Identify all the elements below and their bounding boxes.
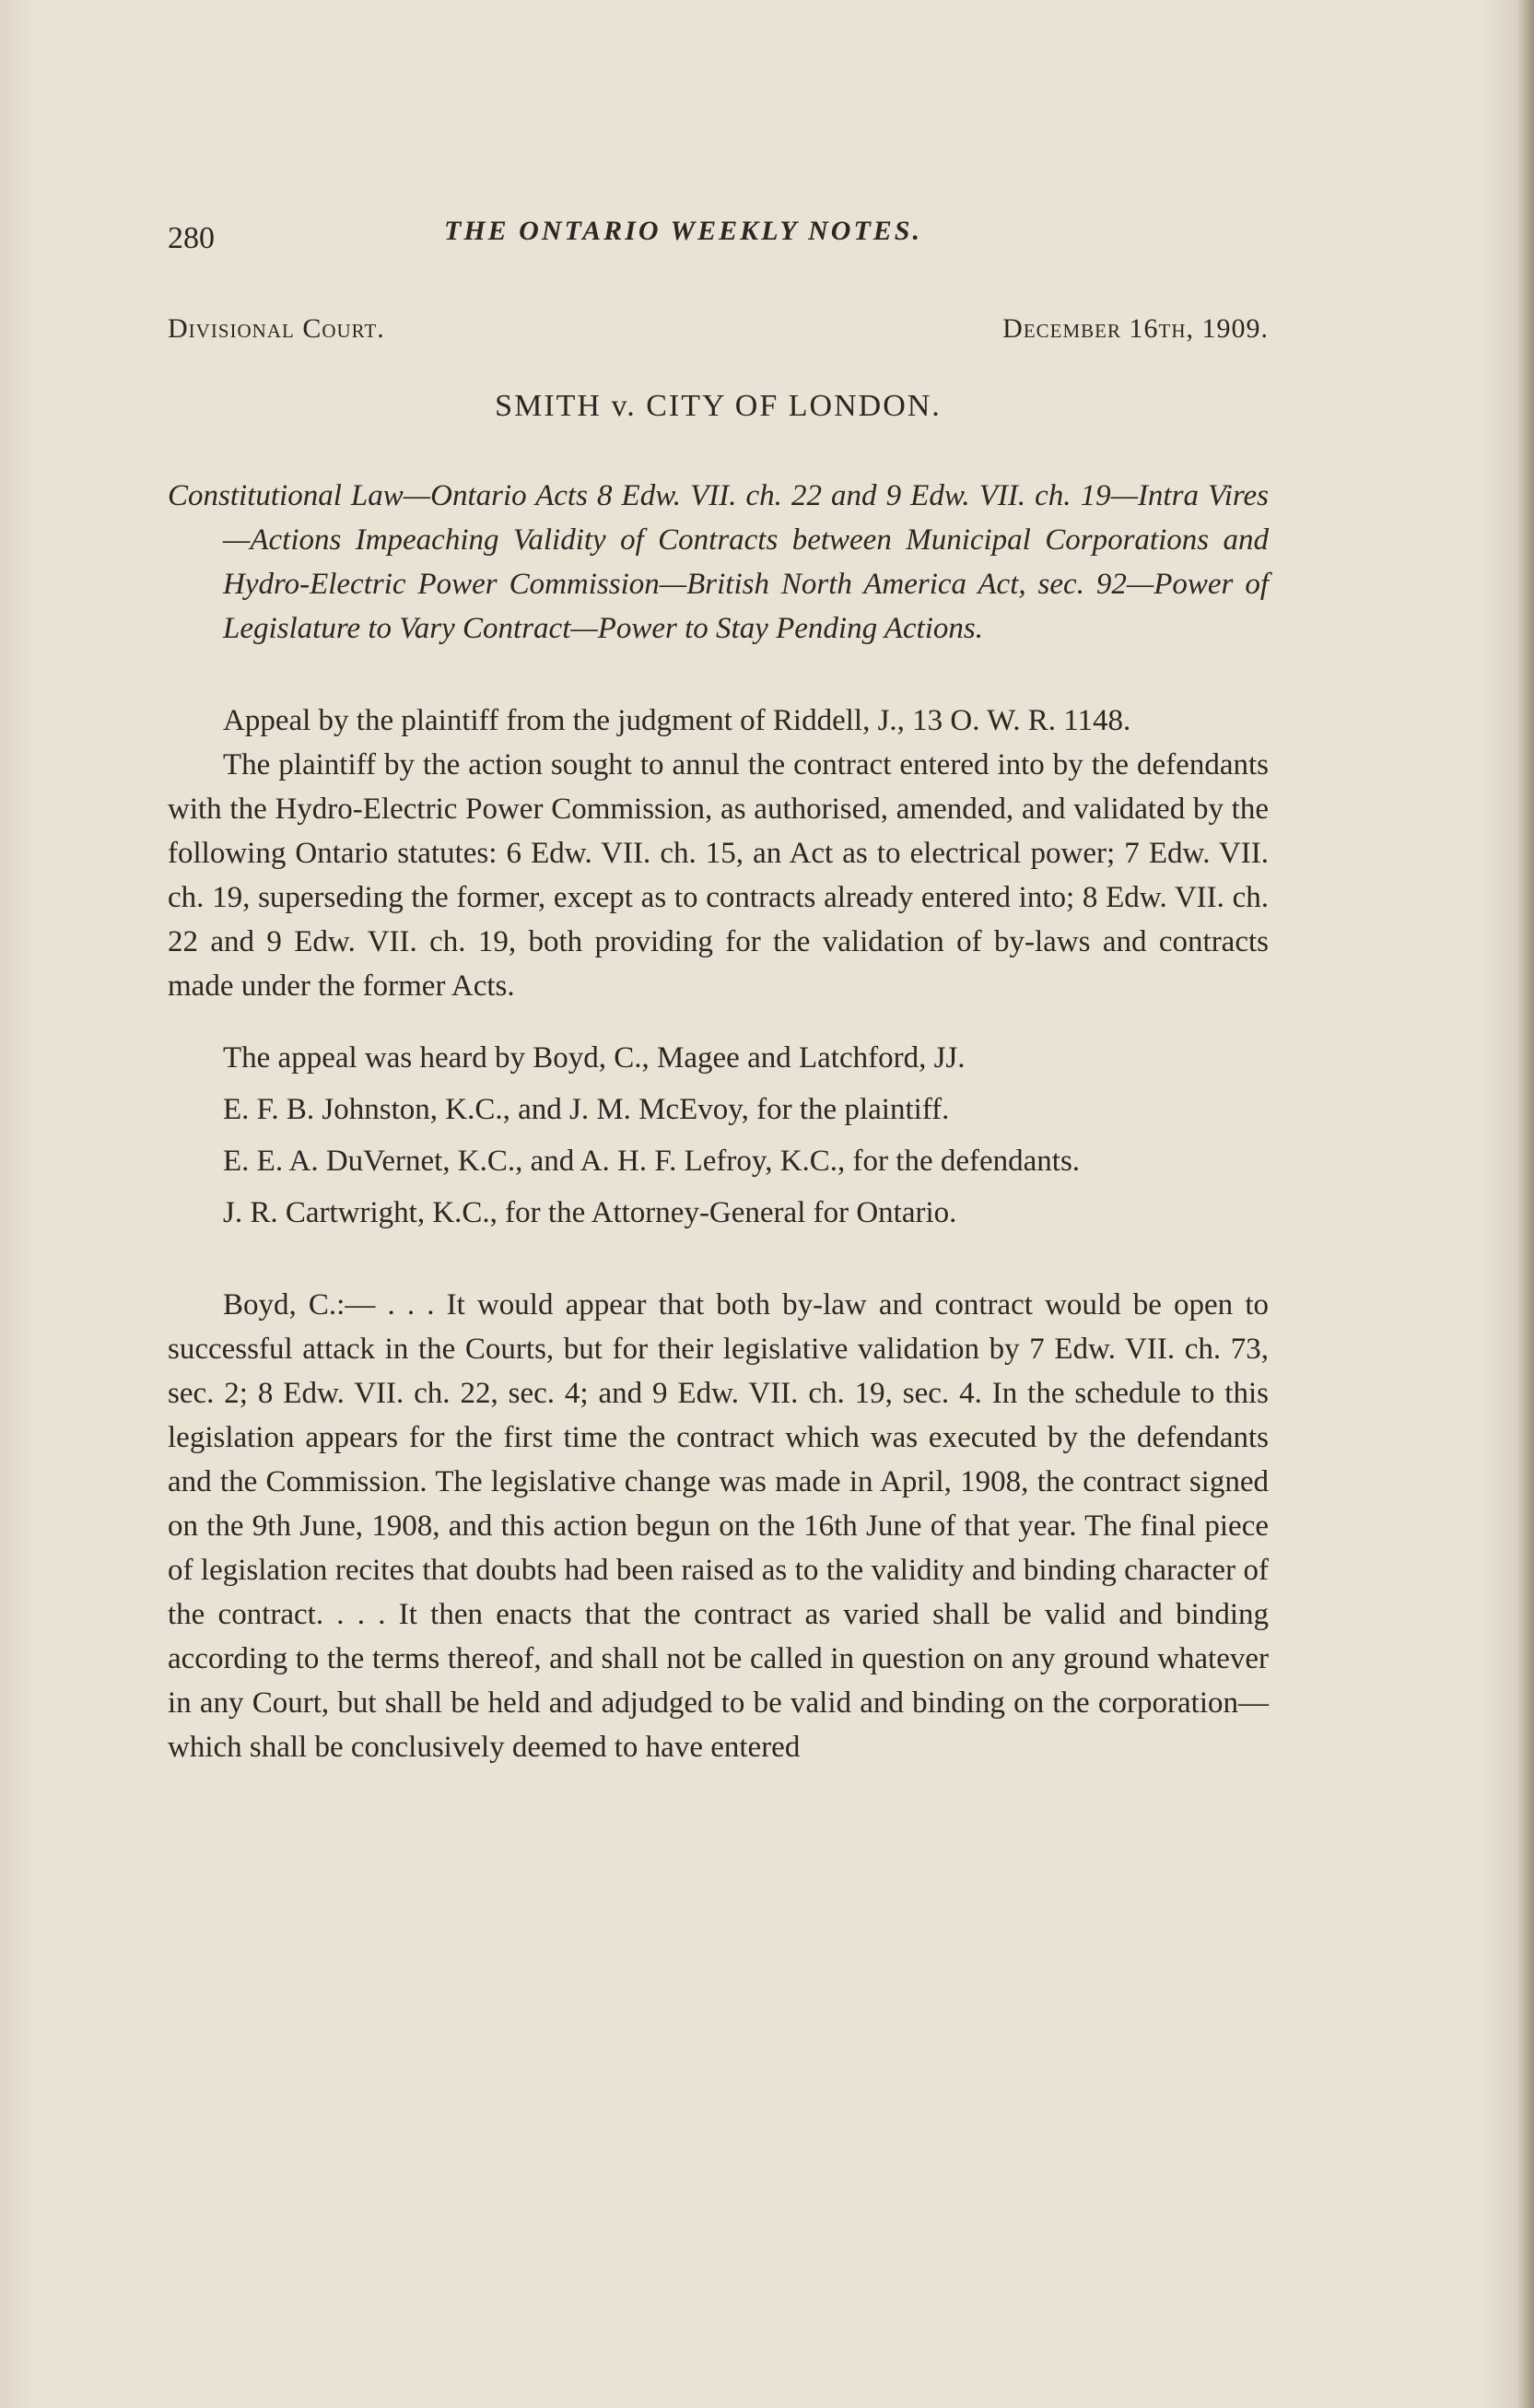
decision-date: December 16th, 1909. (1002, 313, 1269, 344)
court-line (168, 313, 1269, 345)
judgment-paragraph: Boyd, C.:— . . . It would appear that both by-law and contract would be open to successful attack in the Courts, but for their legislative validation by 7 Edw. VII. ch. 73, sec. 2; 8 Edw. VII. ch. 22, sec. 4; and 9 Edw. VII. ch. 19, sec. 4. In the schedule to this legislation appears for the first time the contract which was executed by the defendants and the Commission. The legislative change was made in April, 1908, the contract signed on the 9th June, 1908, and this action begun on the 16th June of that year. The final piece of legislation recites that doubts had been raised as to the validity and binding character of the contract. . . . It then enacts that the contract as varied shall be valid and binding according to the terms thereof, and shall not be called in question on any ground whatever in any Court, but shall be held and adjudged to be valid and binding on the corporation—which shall be conclusively deemed to have entered (168, 1288, 1269, 1764)
page-content (168, 203, 1269, 1769)
page-header (168, 203, 1269, 267)
headnote: Constitutional Law—Ontario Acts 8 Edw. VII. ch. 22 and 9 Edw. VII. ch. 19—Intra Vires—Actions Impeaching Validity of Contracts between Municipal Corporations and Hydro-Electric Power Commission—British North America Act, sec. 92—Power of Legislature to Vary Contract—Power to Stay Pending Actions. (168, 479, 1269, 645)
running-head: THE ONTARIO WEEKLY NOTES. (444, 216, 922, 246)
counsel-defendants: E. E. A. DuVernet, K.C., and A. H. F. Lefroy, K.C., for the defendants. (223, 1145, 1081, 1178)
counsel-attorney-general: J. R. Cartwright, K.C., for the Attorney-General for Ontario. (223, 1196, 957, 1229)
heard-paragraph: The appeal was heard by Boyd, C., Magee and Latchford, JJ. (223, 1041, 966, 1075)
court-name: Divisional Court. (168, 313, 385, 344)
counsel-plaintiff: E. F. B. Johnston, K.C., and J. M. McEvoy, for the plaintiff. (223, 1093, 950, 1126)
action-paragraph: The plaintiff by the action sought to annul the contract entered into by the defendants with the Hydro-Electric Power Commission, as authorised, amended, and validated by the following Ontario statutes: 6 Edw. VII. ch. 15, an Act as to electrical power; 7 Edw. VII. ch. 19, superseding the former, except as to contracts already entered into; 8 Edw. VII. ch. 22 and 9 Edw. VII. ch. 19, both providing for the validation of by-laws and contracts made under the former Acts. (168, 748, 1269, 1003)
page-edge-shadow (1517, 0, 1534, 2408)
case-title: SMITH v. CITY OF LONDON. (495, 389, 942, 423)
appeal-paragraph: Appeal by the plaintiff from the judgment of Riddell, J., 13 O. W. R. 1148. (223, 704, 1131, 737)
page-number: 280 (168, 221, 215, 255)
